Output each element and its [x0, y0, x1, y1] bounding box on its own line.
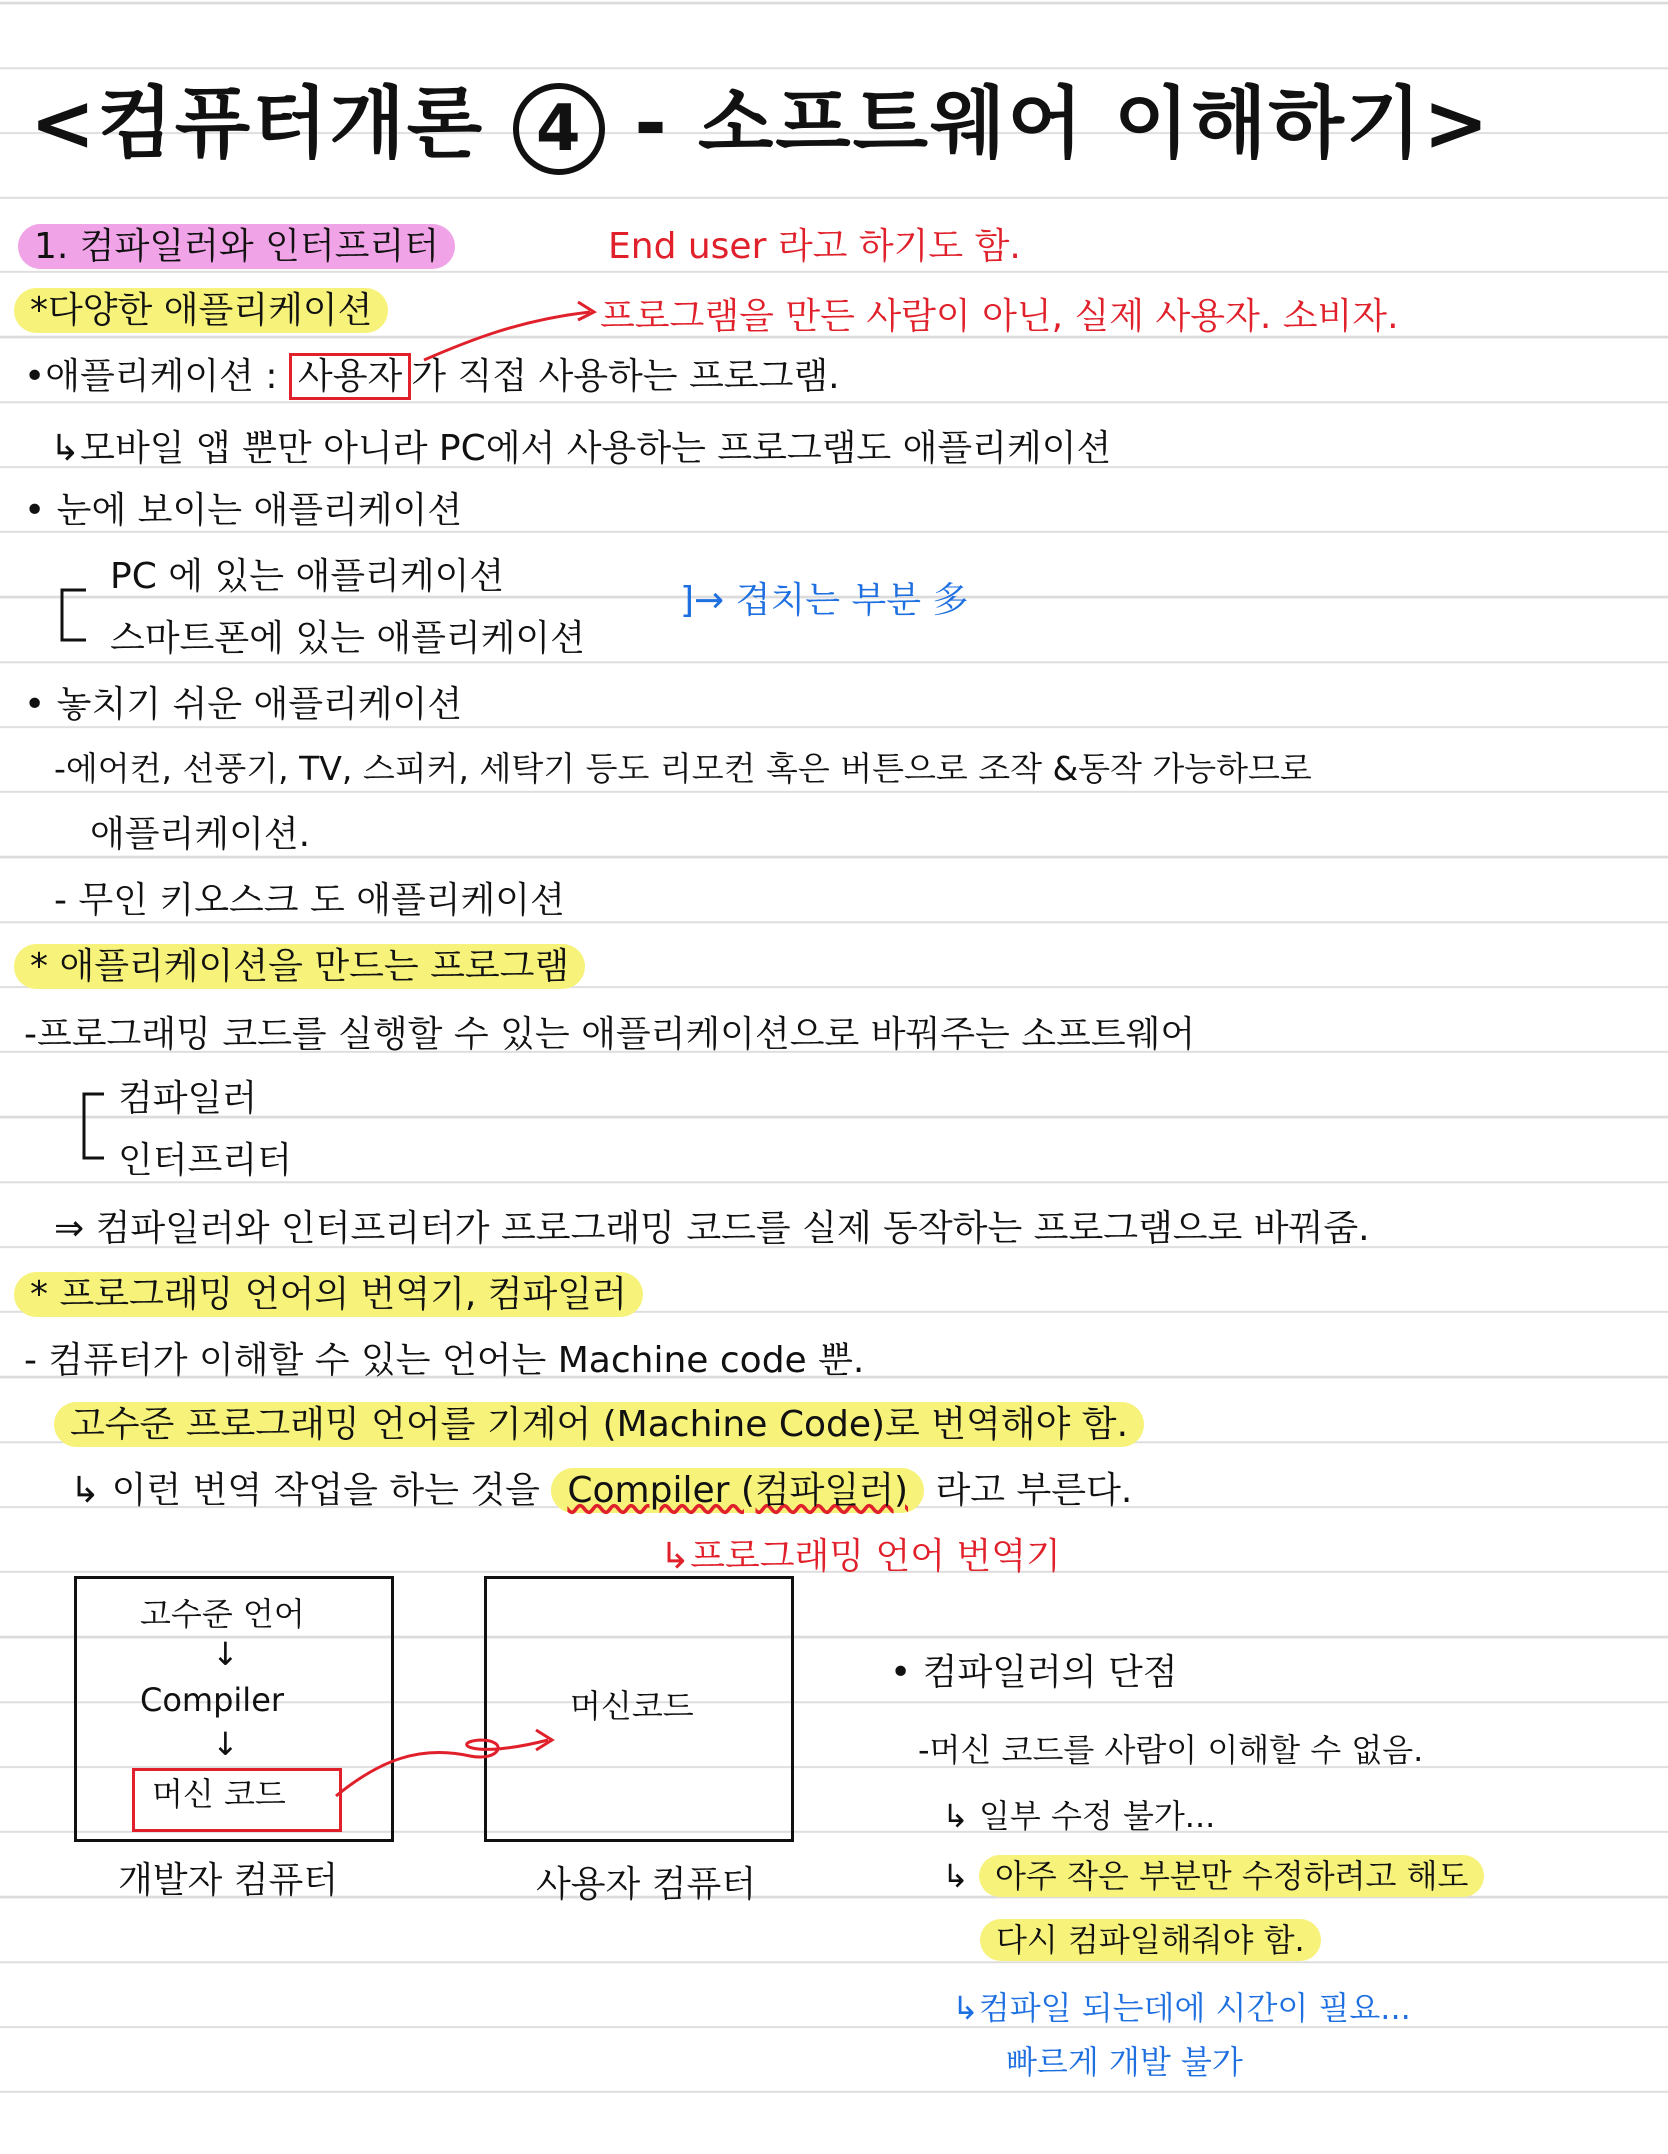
compiler-heading-text: * 프로그래밍 언어의 번역기, 컴파일러 [14, 1272, 643, 1317]
cons-line4-text: 다시 컴파일해줘야 함. [980, 1919, 1321, 1961]
box1-step-machine-code: 머신 코드 [152, 1775, 286, 1813]
compiler-term: Compiler (컴파일러) [551, 1468, 924, 1513]
box2-machine-code: 머신코드 [570, 1687, 694, 1725]
compiler-line3-suffix: 라고 부른다. [935, 1470, 1133, 1511]
makers-conclusion: ⇒ 컴파일러와 인터프리터가 프로그래밍 코드를 실제 동작하는 프로그램으로 바꿔줌. [54, 1208, 1370, 1249]
cons-line2: ↳ 일부 수정 불가... [942, 1797, 1216, 1835]
user-definition-note: 프로그램을 만든 사람이 아닌, 실제 사용자. 소비자. [600, 296, 1399, 337]
bracket-visible-apps [62, 590, 86, 640]
cons-blue-note-2: 빠르게 개발 불가 [1006, 2043, 1243, 2081]
title-number-circle: 4 [513, 83, 605, 175]
cons-heading: • 컴파일러의 단점 [890, 1652, 1178, 1693]
compiler-line3-prefix: ↳ 이런 번역 작업을 하는 것을 [70, 1470, 540, 1511]
missable-apps-heading: • 놓치기 쉬운 애플리케이션 [24, 684, 463, 725]
app-definition-sub: ↳모바일 앱 뿐만 아니라 PC에서 사용하는 프로그램도 애플리케이션 [50, 428, 1112, 469]
box1-step-high-level: 고수준 언어 [140, 1595, 305, 1633]
section1-heading-text: 1. 컴파일러와 인터프리터 [18, 224, 455, 269]
missable-apps-devices: -에어컨, 선풍기, TV, 스피커, 세탁기 등도 리모컨 혹은 버튼으로 조작 &동작 가능하므로 [54, 749, 1312, 788]
cons-blue-note-1: ↳컴파일 되는데에 시간이 필요... [952, 1989, 1411, 2027]
visible-apps-heading: • 눈에 보이는 애플리케이션 [24, 490, 463, 531]
red-arrow-machine-code [336, 1740, 548, 1796]
visible-app-smartphone: 스마트폰에 있는 애플리케이션 [110, 618, 585, 659]
makers-line: -프로그래밍 코드를 실행할 수 있는 애플리케이션으로 바꿔주는 소프트웨어 [24, 1014, 1196, 1055]
box1-arrow-1: ↓ [212, 1635, 239, 1673]
compiler-line2-text: 고수준 프로그래밍 언어를 기계어 (Machine Code)로 번역해야 함. [54, 1402, 1144, 1447]
def-suffix: 가 직접 사용하는 프로그램. [411, 356, 840, 397]
bracket-maker-programs [84, 1094, 104, 1158]
box1-caption: 개발자 컴퓨터 [118, 1860, 339, 1901]
missable-apps-kiosk: - 무인 키오스크 도 애플리케이션 [54, 880, 565, 921]
end-user-note: End user 라고 하기도 함. [608, 226, 1021, 267]
box1-arrow-2: ↓ [212, 1725, 239, 1763]
def-prefix: •애플리케이션 : [24, 356, 278, 397]
cons-line3-text: 아주 작은 부분만 수정하려고 해도 [979, 1855, 1484, 1897]
box1-step-compiler: Compiler [140, 1681, 285, 1719]
cons-line3-arrow: ↳ [942, 1857, 969, 1895]
missable-apps-devices-cont: 애플리케이션. [90, 814, 311, 855]
makers-item-compiler: 컴파일러 [118, 1078, 258, 1119]
makers-heading-text: * 애플리케이션을 만드는 프로그램 [14, 944, 585, 989]
red-arrow-user-note [424, 312, 590, 360]
title-suffix: - 소프트웨어 이해하기> [634, 79, 1491, 169]
cons-line1: -머신 코드를 사람이 이해할 수 없음. [918, 1731, 1424, 1769]
makers-item-interpreter: 인터프리터 [118, 1140, 292, 1181]
box2-caption: 사용자 컴퓨터 [536, 1864, 757, 1905]
title-prefix: <컴퓨터개론 [30, 79, 485, 169]
apps-heading-text: *다양한 애플리케이션 [14, 288, 388, 333]
visible-app-pc: PC 에 있는 애플리케이션 [110, 556, 505, 597]
compiler-line1: - 컴퓨터가 이해할 수 있는 언어는 Machine code 뿐. [24, 1340, 865, 1381]
overlap-note: ]→ 겹치는 부분 多 [680, 580, 969, 621]
def-boxed-user: 사용자 [289, 353, 411, 400]
compiler-red-sub: ↳프로그래밍 언어 번역기 [660, 1536, 1061, 1577]
